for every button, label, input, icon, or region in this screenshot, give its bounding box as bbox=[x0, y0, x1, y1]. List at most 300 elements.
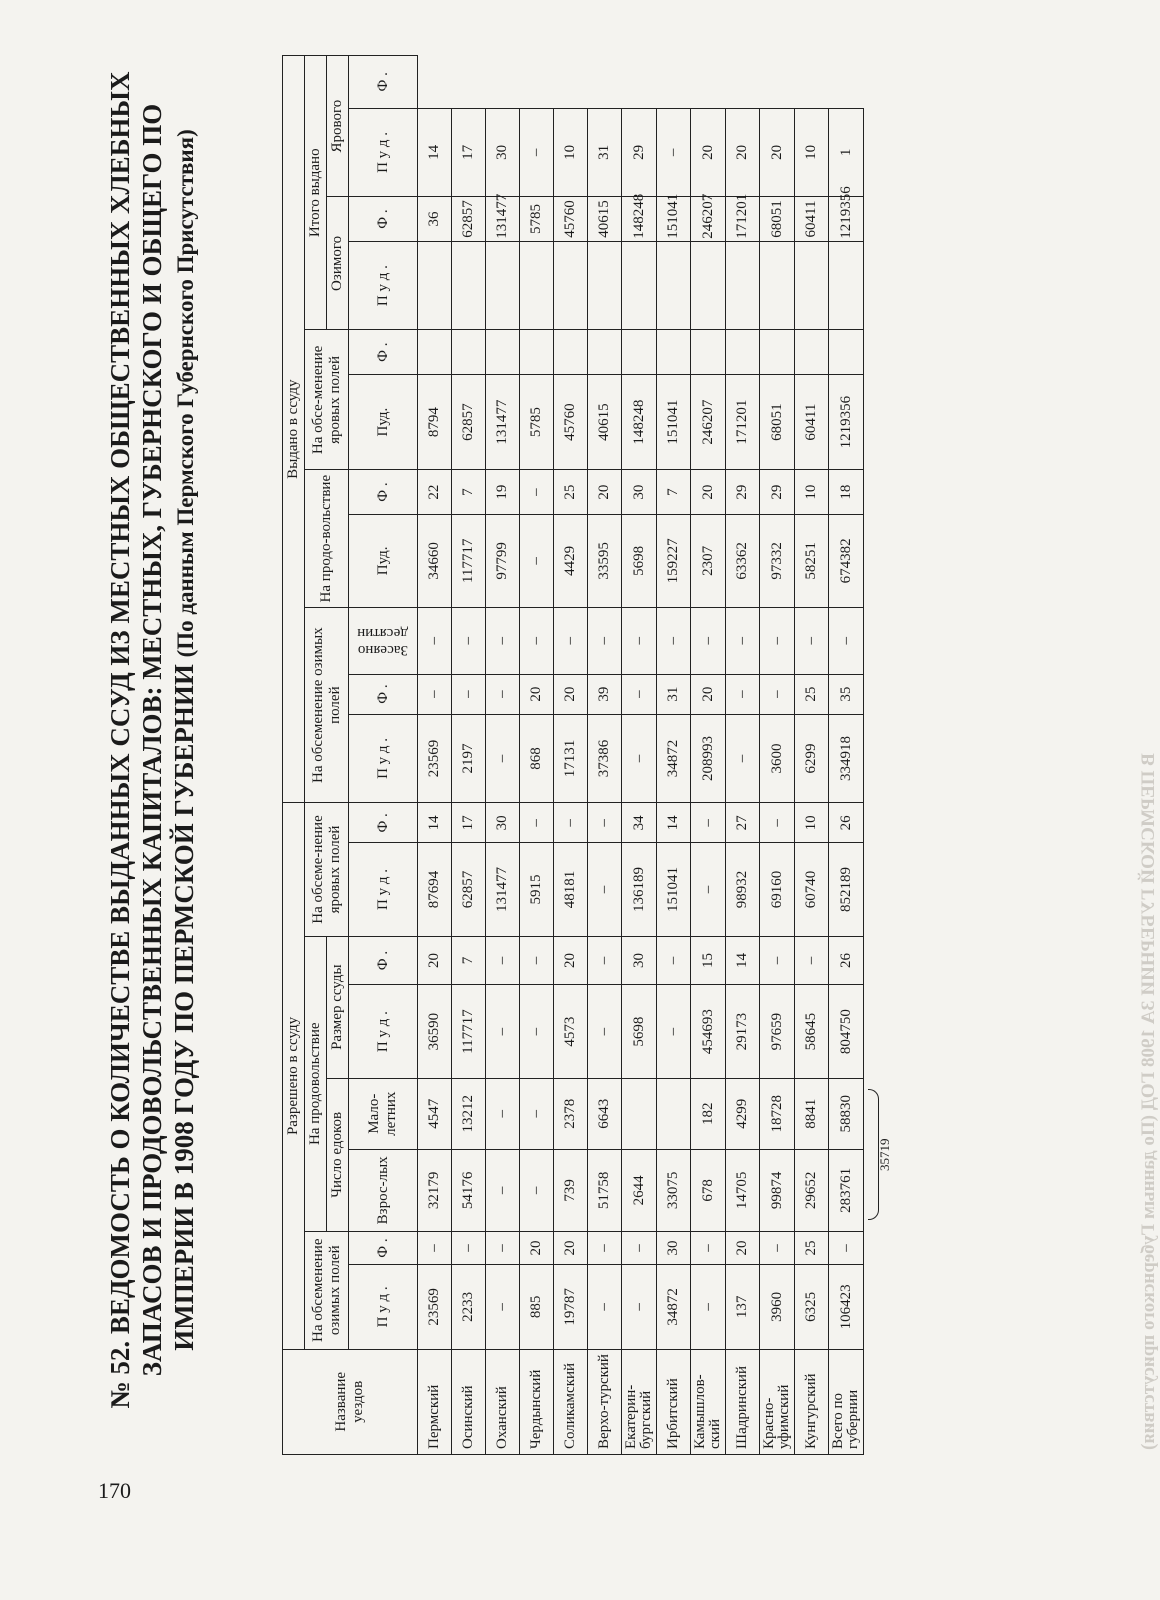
table-cell: 208993 bbox=[691, 714, 726, 803]
table-cell: 14 bbox=[726, 936, 760, 985]
table-cell: 54176 bbox=[452, 1149, 486, 1231]
table-cell: – bbox=[520, 108, 554, 197]
district-name: Ирбитский bbox=[657, 1349, 691, 1454]
header-permitted: Разрешено в ссуду bbox=[283, 803, 305, 1349]
table-cell: 19787 bbox=[554, 1265, 588, 1349]
total-label: Всего по губернии bbox=[829, 1349, 864, 1454]
table-cell: – bbox=[657, 936, 691, 985]
table-cell: 1219356 bbox=[829, 374, 864, 469]
header-food-issued: На продо-вольствие bbox=[305, 470, 349, 608]
table-cell: 10 bbox=[795, 108, 829, 197]
total-row bbox=[829, 56, 864, 1455]
table-cell bbox=[622, 241, 657, 330]
table-cell: 2378 bbox=[554, 1078, 588, 1149]
table-cell: 34660 bbox=[418, 514, 452, 607]
table-cell bbox=[691, 241, 726, 330]
table-cell: 182 bbox=[691, 1078, 726, 1149]
table-cell: – bbox=[520, 607, 554, 674]
table-cell: 68051 bbox=[760, 197, 795, 241]
header-food: На продовольствие bbox=[305, 936, 327, 1231]
header-f: Ф . bbox=[349, 803, 418, 843]
table-cell: 58645 bbox=[795, 985, 829, 1078]
table-cell: 6643 bbox=[588, 1078, 622, 1149]
header-name: Название уездов bbox=[283, 1349, 418, 1454]
header-f: Ф . bbox=[349, 674, 418, 714]
table-cell: 36590 bbox=[418, 985, 452, 1078]
table-cell: – bbox=[486, 714, 520, 803]
table-cell: 15 bbox=[691, 936, 726, 985]
table-cell: – bbox=[486, 674, 520, 714]
table-cell: 20 bbox=[691, 108, 726, 197]
table-cell: – bbox=[622, 1231, 657, 1264]
table-cell: – bbox=[622, 714, 657, 803]
table-cell: 5785 bbox=[520, 197, 554, 241]
table-cell: 2307 bbox=[691, 514, 726, 607]
table-cell: 20 bbox=[691, 674, 726, 714]
table-cell: 148248 bbox=[622, 197, 657, 241]
table-cell: 131477 bbox=[486, 843, 520, 936]
table-cell: 10 bbox=[795, 470, 829, 514]
table-cell: 62857 bbox=[452, 197, 486, 241]
table-cell: 20 bbox=[520, 674, 554, 714]
table-row bbox=[760, 56, 795, 1455]
table-cell: – bbox=[486, 607, 520, 674]
table-cell: – bbox=[588, 1265, 622, 1349]
table-cell: 6299 bbox=[795, 714, 829, 803]
district-name: Осинский bbox=[452, 1349, 486, 1454]
table-cell: 20 bbox=[520, 1231, 554, 1264]
document-title bbox=[104, 60, 202, 1420]
table-cell bbox=[418, 330, 452, 374]
header-spring-issued: На обсе-менение яровых полей bbox=[305, 330, 349, 470]
table-cell: – bbox=[760, 607, 795, 674]
table-cell bbox=[486, 241, 520, 330]
table-cell: – bbox=[520, 985, 554, 1078]
header-adults: Взрос-лых bbox=[349, 1149, 418, 1231]
table-cell bbox=[726, 241, 760, 330]
table-cell bbox=[418, 241, 452, 330]
table-cell: 10 bbox=[795, 803, 829, 843]
district-name: Красно-уфимский bbox=[760, 1349, 795, 1454]
district-name: Екатерин-бургский bbox=[622, 1349, 657, 1454]
table-cell: – bbox=[726, 607, 760, 674]
table-cell: 97659 bbox=[760, 985, 795, 1078]
table-cell: – bbox=[520, 1078, 554, 1149]
header-f: Ф . bbox=[349, 1231, 418, 1264]
table-cell: 131477 bbox=[486, 374, 520, 469]
table-cell: – bbox=[657, 985, 691, 1078]
table-cell: – bbox=[691, 843, 726, 936]
table-cell: – bbox=[691, 1265, 726, 1349]
table-cell: 31 bbox=[588, 108, 622, 197]
table-cell: – bbox=[486, 1149, 520, 1231]
table-cell: 14 bbox=[657, 803, 691, 843]
table-cell: 17131 bbox=[554, 714, 588, 803]
table-cell: 7 bbox=[657, 470, 691, 514]
header-winter: Озимого bbox=[327, 197, 349, 330]
table-cell: 4299 bbox=[726, 1078, 760, 1149]
table-cell: – bbox=[452, 607, 486, 674]
table-cell: – bbox=[554, 803, 588, 843]
table-cell: 62857 bbox=[452, 843, 486, 936]
table-cell: – bbox=[795, 936, 829, 985]
title-line-1: № 52. ВЕДОМОСТЬ О КОЛИЧЕСТВЕ ВЫДАННЫХ ССУД ИЗ МЕСТНЫХ ОБЩЕСТВЕННЫХ ХЛЕБНЫХ bbox=[105, 71, 135, 1409]
table-cell: 68051 bbox=[760, 374, 795, 469]
table-cell: 58830 bbox=[829, 1078, 864, 1149]
table-cell: 23569 bbox=[418, 1265, 452, 1349]
table-row bbox=[588, 56, 622, 1455]
header-total-issued: Итого выдано bbox=[305, 56, 327, 331]
table-cell: – bbox=[795, 607, 829, 674]
table-cell: 40615 bbox=[588, 374, 622, 469]
table-cell: 29652 bbox=[795, 1149, 829, 1231]
table-cell: 32179 bbox=[418, 1149, 452, 1231]
table-cell: – bbox=[760, 936, 795, 985]
header-eaters: Число едоков bbox=[327, 1078, 349, 1231]
header-pud: П у д . bbox=[349, 714, 418, 803]
table-cell: 804750 bbox=[829, 985, 864, 1078]
table-cell: 30 bbox=[486, 803, 520, 843]
table-cell: 4429 bbox=[554, 514, 588, 607]
table-cell: – bbox=[520, 803, 554, 843]
table-cell bbox=[760, 330, 795, 374]
table-cell: 3600 bbox=[760, 714, 795, 803]
table-cell: 454693 bbox=[691, 985, 726, 1078]
table-cell: 739 bbox=[554, 1149, 588, 1231]
table-cell: 18 bbox=[829, 470, 864, 514]
table-cell: 87694 bbox=[418, 843, 452, 936]
table-cell: 5698 bbox=[622, 514, 657, 607]
header-winter-sowing: На обсеменение озимых полей bbox=[305, 1231, 349, 1349]
table-cell: – bbox=[588, 803, 622, 843]
table-cell: 17 bbox=[452, 803, 486, 843]
table-cell: 283761 bbox=[829, 1149, 864, 1231]
table-cell: 2644 bbox=[622, 1149, 657, 1231]
table-cell: 34 bbox=[622, 803, 657, 843]
table-row bbox=[520, 56, 554, 1455]
table-cell: 20 bbox=[554, 1231, 588, 1264]
table-cell: – bbox=[588, 936, 622, 985]
table-cell: 20 bbox=[418, 936, 452, 985]
table-cell: 117717 bbox=[452, 514, 486, 607]
table-cell bbox=[829, 330, 864, 374]
table-cell: 10 bbox=[554, 108, 588, 197]
table-cell: 29 bbox=[622, 108, 657, 197]
header-minors: Мало-летних bbox=[349, 1078, 418, 1149]
table-cell: 2233 bbox=[452, 1265, 486, 1349]
table-cell: 30 bbox=[622, 470, 657, 514]
table-cell: 37386 bbox=[588, 714, 622, 803]
table-cell: 13212 bbox=[452, 1078, 486, 1149]
table-cell: 7 bbox=[452, 936, 486, 985]
table-cell: 246207 bbox=[691, 197, 726, 241]
title-line-3 bbox=[168, 60, 202, 1420]
table-cell: 97332 bbox=[760, 514, 795, 607]
header-pud: Пуд. bbox=[349, 514, 418, 607]
table-cell bbox=[829, 241, 864, 330]
table-cell: – bbox=[691, 803, 726, 843]
table-cell bbox=[486, 330, 520, 374]
table-cell: 62857 bbox=[452, 374, 486, 469]
table-cell: 5698 bbox=[622, 985, 657, 1078]
table-cell: – bbox=[486, 1265, 520, 1349]
table-cell: 45760 bbox=[554, 374, 588, 469]
table-cell: – bbox=[588, 1231, 622, 1264]
table-cell: 60740 bbox=[795, 843, 829, 936]
table-cell: – bbox=[520, 936, 554, 985]
table-cell: 171201 bbox=[726, 197, 760, 241]
table-cell bbox=[452, 330, 486, 374]
header-sown-desyat bbox=[349, 607, 418, 674]
table-cell: 45760 bbox=[554, 197, 588, 241]
table-cell: 136189 bbox=[622, 843, 657, 936]
table-cell bbox=[452, 241, 486, 330]
table-cell: 2197 bbox=[452, 714, 486, 803]
table-cell: – bbox=[726, 714, 760, 803]
table-cell: 29173 bbox=[726, 985, 760, 1078]
table-cell: – bbox=[452, 674, 486, 714]
table-cell: 29 bbox=[726, 470, 760, 514]
table-cell: 246207 bbox=[691, 374, 726, 469]
table-cell: – bbox=[588, 985, 622, 1078]
table-cell: – bbox=[622, 607, 657, 674]
table-row bbox=[691, 56, 726, 1455]
table-cell: 22 bbox=[418, 470, 452, 514]
table-cell: 14 bbox=[418, 803, 452, 843]
table-cell: 151041 bbox=[657, 197, 691, 241]
table-cell: – bbox=[760, 803, 795, 843]
table-cell: 60411 bbox=[795, 197, 829, 241]
table-cell: 678 bbox=[691, 1149, 726, 1231]
table-cell: 69160 bbox=[760, 843, 795, 936]
table-cell bbox=[795, 241, 829, 330]
header-f: Ф . bbox=[349, 936, 418, 985]
table-cell: 36 bbox=[418, 197, 452, 241]
table-cell: 8841 bbox=[795, 1078, 829, 1149]
table-cell: 4547 bbox=[418, 1078, 452, 1149]
header-spring: Ярового bbox=[327, 56, 349, 197]
table-cell: – bbox=[622, 674, 657, 714]
table-cell: – bbox=[760, 674, 795, 714]
table-cell: – bbox=[588, 843, 622, 936]
table-cell: 51758 bbox=[588, 1149, 622, 1231]
table-cell: 26 bbox=[829, 936, 864, 985]
page-number: 170 bbox=[98, 1478, 131, 1503]
table-cell: 151041 bbox=[657, 374, 691, 469]
table-cell: 25 bbox=[795, 1231, 829, 1264]
header-sown-desyat-text: Засеяно десятин bbox=[357, 624, 409, 658]
brace-spacer bbox=[864, 56, 895, 1079]
table-cell: – bbox=[486, 936, 520, 985]
table-cell: 674382 bbox=[829, 514, 864, 607]
brace-spacer bbox=[864, 1231, 895, 1454]
table-cell bbox=[554, 241, 588, 330]
table-row bbox=[622, 56, 657, 1455]
table-cell: 58251 bbox=[795, 514, 829, 607]
table-cell: – bbox=[520, 470, 554, 514]
table-cell: 14705 bbox=[726, 1149, 760, 1231]
table-cell: 3960 bbox=[760, 1265, 795, 1349]
table-cell: 159227 bbox=[657, 514, 691, 607]
table-cell: 30 bbox=[622, 936, 657, 985]
table-cell: 8794 bbox=[418, 374, 452, 469]
table-cell: – bbox=[486, 985, 520, 1078]
table-cell: – bbox=[622, 1265, 657, 1349]
table-cell: 63362 bbox=[726, 514, 760, 607]
table-cell: 40615 bbox=[588, 197, 622, 241]
table-row bbox=[418, 56, 452, 1455]
table-cell: – bbox=[554, 607, 588, 674]
table-cell: 17 bbox=[452, 108, 486, 197]
header-issued-winter-sowing: На обсеменение озимых полей bbox=[305, 607, 349, 802]
table-cell: 14 bbox=[418, 108, 452, 197]
table-cell: 4573 bbox=[554, 985, 588, 1078]
table-cell: 334918 bbox=[829, 714, 864, 803]
table-cell bbox=[726, 330, 760, 374]
table-cell: – bbox=[418, 1231, 452, 1264]
table-row bbox=[452, 56, 486, 1455]
table-cell: – bbox=[520, 514, 554, 607]
table-cell: – bbox=[588, 607, 622, 674]
table-cell: 137 bbox=[726, 1265, 760, 1349]
table-cell: 5785 bbox=[520, 374, 554, 469]
table-cell: 30 bbox=[657, 1231, 691, 1264]
table-cell: 33075 bbox=[657, 1149, 691, 1231]
table-cell: 60411 bbox=[795, 374, 829, 469]
table-cell: – bbox=[691, 1231, 726, 1264]
rotated-page-content bbox=[96, 30, 1159, 1470]
table-cell: 1 bbox=[829, 108, 864, 197]
header-pud: Пуд. bbox=[349, 374, 418, 469]
table-cell bbox=[622, 1078, 657, 1149]
table-cell: 7 bbox=[452, 470, 486, 514]
table-cell bbox=[554, 330, 588, 374]
table-cell: 48181 bbox=[554, 843, 588, 936]
table-cell: 25 bbox=[795, 674, 829, 714]
table-cell: – bbox=[418, 674, 452, 714]
table-cell: – bbox=[520, 1149, 554, 1231]
table-row bbox=[726, 56, 760, 1455]
table-cell: 20 bbox=[554, 936, 588, 985]
district-name: Соликамский bbox=[554, 1349, 588, 1454]
table-cell bbox=[691, 330, 726, 374]
header-f: Ф . bbox=[349, 470, 418, 514]
table-cell: 20 bbox=[588, 470, 622, 514]
table-cell: 98932 bbox=[726, 843, 760, 936]
loans-table bbox=[282, 55, 894, 1455]
header-pud: П у д . bbox=[349, 1265, 418, 1349]
table-cell: 20 bbox=[726, 108, 760, 197]
title-line-2: ЗАПАСОВ И ПРОДОВОЛЬСТВЕННЫХ КАПИТАЛОВ: МЕСТНЫХ, ГУБЕРНСКОГО И ОБЩЕГО ПО bbox=[137, 103, 167, 1377]
table-row bbox=[554, 56, 588, 1455]
header-pud: П у д . bbox=[349, 985, 418, 1078]
district-name: Пермский bbox=[418, 1349, 452, 1454]
header-issued: Выдано в ссуду bbox=[283, 56, 305, 803]
table-cell: – bbox=[657, 108, 691, 197]
title-source-note: (По данным Пермского Губернского Присутствия) bbox=[173, 129, 198, 658]
table-cell: 29 bbox=[760, 470, 795, 514]
table-cell: 20 bbox=[726, 1231, 760, 1264]
header-pud: П у д . bbox=[349, 108, 418, 197]
table-cell: 34872 bbox=[657, 714, 691, 803]
table-cell: 19 bbox=[486, 470, 520, 514]
table-cell: 33595 bbox=[588, 514, 622, 607]
table-cell: 885 bbox=[520, 1265, 554, 1349]
table-cell: 852189 bbox=[829, 843, 864, 936]
table-cell bbox=[588, 330, 622, 374]
table-cell bbox=[795, 330, 829, 374]
table-cell: 18728 bbox=[760, 1078, 795, 1149]
table-cell bbox=[657, 330, 691, 374]
table-cell bbox=[588, 241, 622, 330]
table-cell: 20 bbox=[554, 674, 588, 714]
header-spring-sowing: На обсеме-нение яровых полей bbox=[305, 803, 349, 936]
table-cell: – bbox=[829, 607, 864, 674]
table-cell: 20 bbox=[691, 470, 726, 514]
table-cell: 171201 bbox=[726, 374, 760, 469]
district-name: Оханский bbox=[486, 1349, 520, 1454]
table-cell: 39 bbox=[588, 674, 622, 714]
eaters-brace-mark bbox=[866, 1080, 892, 1229]
table-cell bbox=[622, 330, 657, 374]
table-cell: 26 bbox=[829, 803, 864, 843]
table-cell: – bbox=[418, 607, 452, 674]
table-cell: 99874 bbox=[760, 1149, 795, 1231]
district-name: Камышлов-ский bbox=[691, 1349, 726, 1454]
table-cell: 151041 bbox=[657, 843, 691, 936]
table-row bbox=[795, 56, 829, 1455]
table-cell: 5915 bbox=[520, 843, 554, 936]
table-cell: 1219356 bbox=[829, 197, 864, 241]
header-pud: П у д . bbox=[349, 843, 418, 936]
header-f: Ф . bbox=[349, 330, 418, 374]
table-cell: 97799 bbox=[486, 514, 520, 607]
header-f: Ф . bbox=[349, 197, 418, 241]
district-name: Шадринский bbox=[726, 1349, 760, 1454]
table-cell: – bbox=[829, 1231, 864, 1264]
table-cell: 31 bbox=[657, 674, 691, 714]
table-cell: – bbox=[691, 607, 726, 674]
table-cell: – bbox=[452, 1231, 486, 1264]
header-pud: П у д . bbox=[349, 241, 418, 330]
table-cell: – bbox=[486, 1231, 520, 1264]
table-cell: – bbox=[726, 674, 760, 714]
table-cell: 131477 bbox=[486, 197, 520, 241]
table-cell bbox=[760, 241, 795, 330]
table-cell: 30 bbox=[486, 108, 520, 197]
table-cell: 20 bbox=[760, 108, 795, 197]
table-cell: – bbox=[657, 607, 691, 674]
table-cell: 27 bbox=[726, 803, 760, 843]
header-f: Ф . bbox=[349, 56, 418, 109]
table-cell: 148248 bbox=[622, 374, 657, 469]
table-cell: – bbox=[760, 1231, 795, 1264]
table-body bbox=[418, 56, 895, 1455]
table-cell: 117717 bbox=[452, 985, 486, 1078]
eaters-brace bbox=[864, 1078, 895, 1231]
district-name: Верхо-турский bbox=[588, 1349, 622, 1454]
table-cell bbox=[657, 1078, 691, 1149]
bleed-through-text: В ПЕРМСКОЙ ГУБЕРНИИ ЗА 1908 ГОД (По данным Губернского присутствия) bbox=[1138, 753, 1159, 1450]
table-cell: 34872 bbox=[657, 1265, 691, 1349]
table-cell: 868 bbox=[520, 714, 554, 803]
table-row bbox=[657, 56, 691, 1455]
district-name: Чердынский bbox=[520, 1349, 554, 1454]
table-cell: – bbox=[486, 1078, 520, 1149]
header-loan-size: Размер ссуды bbox=[327, 936, 349, 1078]
table-cell bbox=[520, 241, 554, 330]
district-name: Кунгурский bbox=[795, 1349, 829, 1454]
